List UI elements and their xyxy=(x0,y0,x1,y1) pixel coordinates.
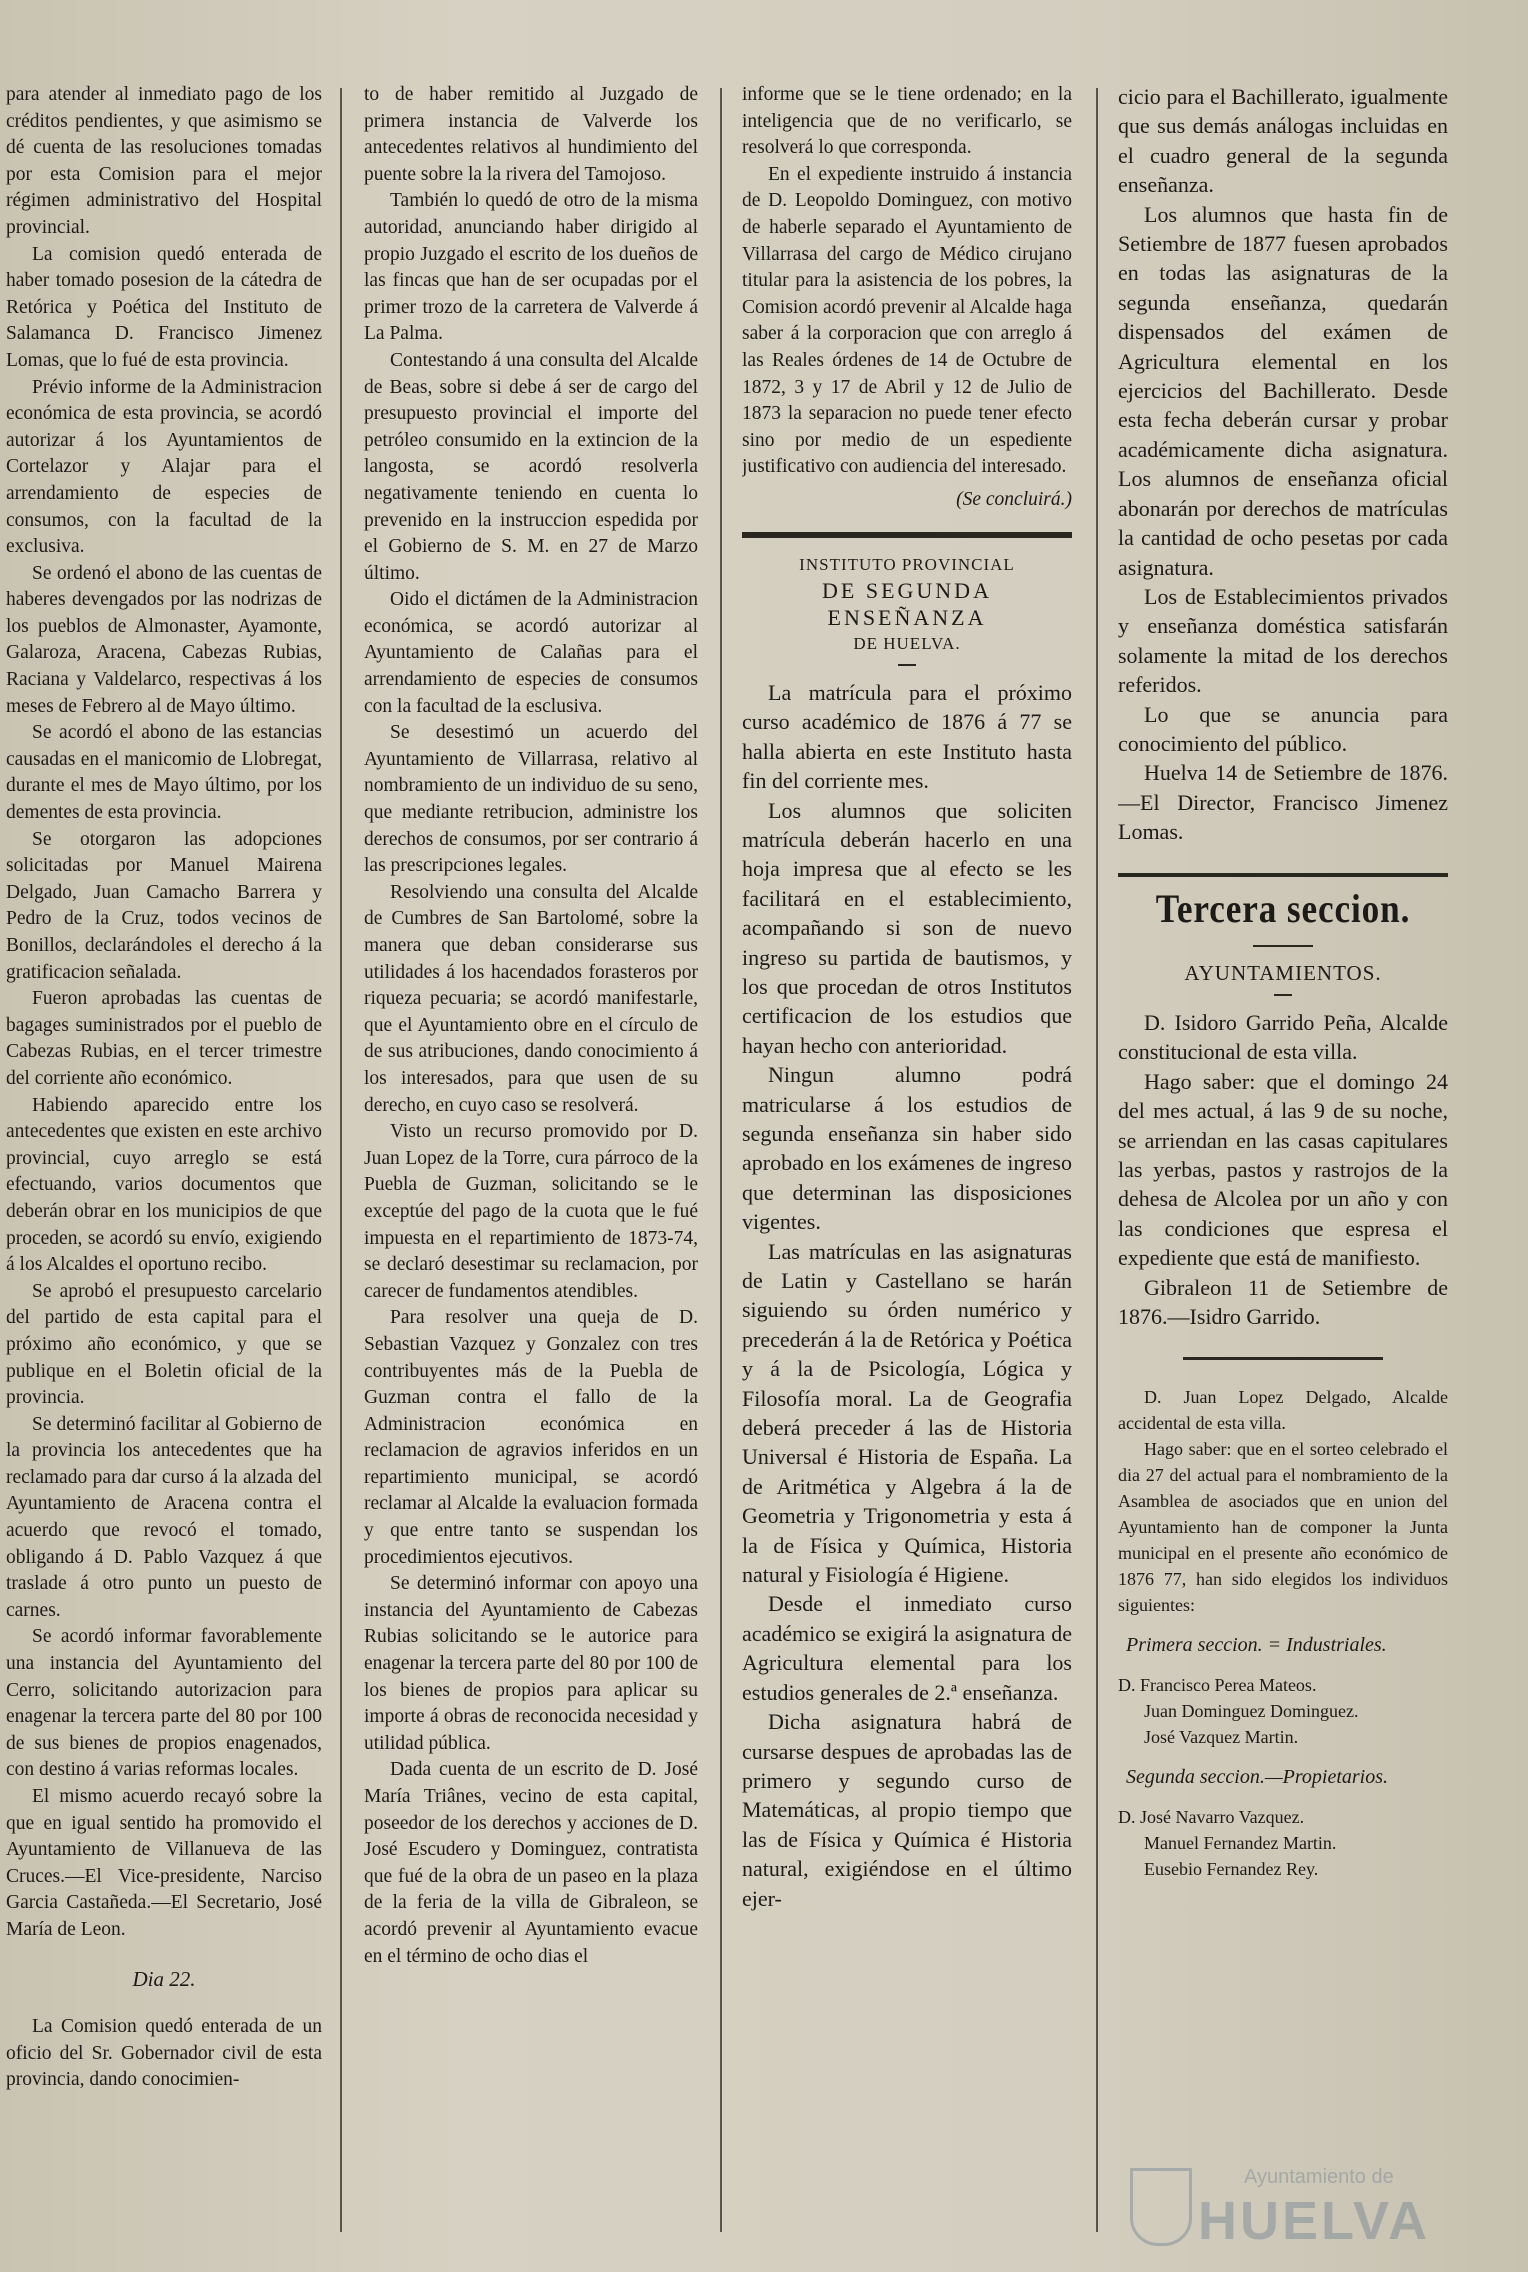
paragraph: Se acordó el abono de las estancias causadas en el manicomio de Llobregat, durante el mes de Mayo último, por los dementes de esta provincia. xyxy=(6,722,322,824)
ayuntamientos-heading: AYUNTAMIENTOS. xyxy=(1184,960,1382,985)
name-entry: José Vazquez Martin. xyxy=(1144,1727,1299,1748)
section-subtitle: Segunda seccion.—Propietarios. xyxy=(1126,1766,1389,1789)
paragraph: Se determinó informar con apoyo una instancia del Ayuntamiento de Cabezas Rubias solicitando se le autorice para enagenar la tercera parte del 80 por 100 de los bienes de propios para aplicar su importe á obras de reconocida necesidad y utilidad pública. xyxy=(364,1573,698,1754)
shield-icon xyxy=(1130,2168,1192,2246)
watermark-text: HUELVA xyxy=(1198,2191,1430,2251)
divider xyxy=(1253,945,1313,947)
paragraph: Los alumnos que soliciten matrícula deberán hacerlo en una hoja impresa que al efecto se les facilitará en el establecimiento, acompañando si son de nuevo ingreso su partida de bautismos, y los que procedan de otros Institutos certificacion de los estudios que hayan hecho con anterioridad. xyxy=(742,797,1072,1058)
paragraph: to de haber remitido al Juzgado de primera instancia de Valverde los antecedentes relativos al hundimiento del puente sobre la la rivera del Tamojoso. xyxy=(364,84,698,185)
paragraph: También lo quedó de otro de la misma autoridad, anunciando haber dirigido al propio Juzgado el escrito de los dueños de las fincas que han de ser ocupadas por el primer trozo de la carretera de Valverde á La Palma. xyxy=(364,190,698,345)
name-entry: D. Francisco Perea Mateos. xyxy=(1118,1675,1317,1696)
paragraph: Los de Establecimientos privados y enseñanza doméstica satisfarán solamente la mitad de los derechos referidos. xyxy=(1118,583,1448,698)
section-rule xyxy=(742,532,1072,538)
paragraph: Dada cuenta de un escrito de D. José María Triânes, vecino de esta capital, poseedor de los derechos y acciones de D. José Escudero y Dominguez, contratista que fué de la obra de un paseo en la plaza de la feria de la villa de Gibraleon, se acordó prevenir al Ayuntamiento evacue en el término de ocho dias el xyxy=(364,1759,698,1967)
name-entry: Juan Dominguez Dominguez. xyxy=(1144,1701,1359,1722)
paragraph: Lo que se anuncia para conocimiento del público. xyxy=(1118,701,1448,756)
column-divider xyxy=(1096,88,1098,2232)
paragraph: Se aprobó el presupuesto carcelario del partido de esta capital para el próximo año económico, y que se publique en el Boletin oficial de la provincia. xyxy=(6,1280,322,1409)
paragraph: D. Isidoro Garrido Peña, Alcalde constitucional de esta villa. xyxy=(1118,1009,1448,1065)
name-entry: Eusebio Fernandez Rey. xyxy=(1144,1859,1319,1880)
paragraph: La Comision quedó enterada de un oficio del Sr. Gobernador civil de esta provincia, dando conocimien- xyxy=(6,2016,322,2091)
paragraph: Dicha asignatura habrá de cursarse despues de aprobadas las de primero y segundo curso de Matemáticas, al propio tiempo que las de Física y Química é Historia natural, exigiéndose en el último ejer- xyxy=(742,1709,1072,1911)
paragraph: informe que se le tiene ordenado; en la inteligencia que de no verificarlo, se resolverá lo que corresponda. xyxy=(742,84,1072,159)
paragraph: Hago saber: que en el sorteo celebrado el dia 27 del actual para el nombramiento de la Asamblea de asociados que en union del Ayuntamiento han de componer la Junta municipal en el presente año económico de 1876 77, han sido elegidos los individuos siguientes: xyxy=(1118,1439,1448,1616)
column-divider xyxy=(720,88,722,2232)
paragraph: Fueron aprobadas las cuentas de bagages suministrados por el pueblo de Cabezas Rubias, en el tercer trimestre del corriente año económico. xyxy=(6,988,322,1089)
paragraph: La comision quedó enterada de haber tomado posesion de la cátedra de Retórica y Poética del Instituto de Salamanca D. Francisco Jimenez Lomas, que lo fué de esta provincia. xyxy=(6,243,322,371)
paragraph: D. Juan Lopez Delgado, Alcalde accidental de esta villa. xyxy=(1118,1387,1448,1434)
column-1 xyxy=(6,82,322,2232)
watermark-stamp xyxy=(1124,2160,1430,2251)
column-divider xyxy=(340,88,342,2232)
paragraph: Desde el inmediato curso académico se exigirá la asignatura de Agricultura elemental para los estudios generales de 2.ª enseñanza. xyxy=(742,1591,1072,1705)
paragraph: Se ordenó el abono de las cuentas de haberes devengados por las nodrizas de los pueblos de Almonaster, Ayamonte, Galaroza, Aracena, Cabezas Rubias, Raciana y Valdelarco, respectivas á los meses de Febrero al de Mayo último. xyxy=(6,562,322,717)
institute-heading: INSTITUTO PROVINCIAL xyxy=(799,554,1015,574)
paragraph: cicio para el Bachillerato, igualmente que sus demás análogas incluidas en el cuadro general de la segunda enseñanza. xyxy=(1118,84,1448,198)
paragraph: Se determinó facilitar al Gobierno de la provincia los antecedentes que ha reclamado para dar curso á la alzada del Ayuntamiento de Aracena contra el acuerdo que revocó el tomado, obligando á D. Pablo Vazquez á que traslade á otro punto un puesto de carnes. xyxy=(6,1413,322,1621)
section-subtitle: Primera seccion. = Industriales. xyxy=(1126,1634,1387,1657)
paragraph: Para resolver una queja de D. Sebastian Vazquez y Gonzalez con tres contribuyentes más de la Puebla de Guzman contra el fallo de la Administracion económica en reclamacion de agravios inferidos en un repartimiento municipal, se acordó reclamar al Alcalde la evaluacion formada y que entre tanto se suspendan los procedimientos ejecutivos. xyxy=(364,1307,698,1568)
paragraph: Resolviendo una consulta del Alcalde de Cumbres de San Bartolomé, sobre la manera que deban considerarse sus utilidades á los hacendados forasteros por riqueza pecuaria; se acordó manifestarle, que el Ayuntamiento obre en el círculo de de sus atribuciones, dando conocimiento á los interesados, para que usen de su derecho, en cuyo caso se resolverá. xyxy=(364,881,698,1116)
divider xyxy=(1183,1357,1383,1360)
paragraph: Visto un recurso promovido por D. Juan Lopez de la Torre, cura párroco de la Puebla de Guzman, solicitando se le exceptúe del pago de la cuota que le fué impuesta en el repartimiento de 1873-74, se declaró desestimar su reclamacion, por carecer de fundamentos atendibles. xyxy=(364,1121,698,1302)
paragraph: Se desestimó un acuerdo del Ayuntamiento de Villarrasa, relativo al nombramiento de un individuo de su seno, que mediante retribucion, administre los derechos de consumos, por ser contrario á las prescripciones legales. xyxy=(364,722,698,877)
column-4 xyxy=(1118,82,1448,2232)
paragraph: para atender al inmediato pago de los créditos pendientes, y que asimismo se dé cuenta de las resoluciones tomadas por esta Comision para el mejor régimen administrativo del Hospital provincial. xyxy=(6,84,322,238)
section-title: Tercera seccion. xyxy=(1155,885,1411,931)
divider xyxy=(1274,994,1292,996)
institute-heading: DE SEGUNDA ENSEÑANZA xyxy=(822,578,992,630)
paragraph: El mismo acuerdo recayó sobre la que en igual sentido ha promovido el Ayuntamiento de Villanueva de las Cruces.—El Vice-presidente, Narciso Garcia Castañeda.—El Secretario, José María de Leon. xyxy=(6,1786,322,1940)
section-rule xyxy=(1118,873,1448,877)
column-2 xyxy=(364,82,698,2232)
paragraph: Hago saber: que el domingo 24 del mes actual, á las 9 de su noche, se arriendan en las casas capitulares las yerbas, pastos y rastrojos de la dehesa de Alcolea por un año y con las condiciones que espresa el expediente que está de manifiesto. xyxy=(1118,1068,1448,1271)
name-entry: Manuel Fernandez Martin. xyxy=(1144,1833,1337,1854)
divider xyxy=(898,664,916,666)
watermark-text: Ayuntamiento de xyxy=(1244,2166,1394,2188)
paragraph: La matrícula para el próximo curso académico de 1876 á 77 se halla abierta en este Instituto hasta fin del corriente mes. xyxy=(742,679,1072,794)
institute-heading: DE HUELVA. xyxy=(853,634,961,654)
name-entry: D. José Navarro Vazquez. xyxy=(1118,1807,1305,1828)
column-3 xyxy=(742,82,1072,2232)
paragraph: Se otorgaron las adopciones solicitadas por Manuel Mairena Delgado, Juan Camacho Barrera y Pedro de la Cruz, todos vecinos de Bonillos, declarándoles el derecho á la gratificacion señalada. xyxy=(6,828,322,983)
paragraph: Ningun alumno podrá matricularse á los estudios de segunda enseñanza sin haber sido aprobado en los exámenes de ingreso que determinan las disposiciones vigentes. xyxy=(742,1062,1072,1235)
paragraph: Se acordó informar favorablemente una instancia del Ayuntamiento del Cerro, solicitando autorizacion para enagenar la tercera parte del 80 por 100 de sus bienes de propios enagenados, con destino á varias reformas locales. xyxy=(6,1626,322,1781)
paragraph: Las matrículas en las asignaturas de Latin y Castellano se harán siguiendo su órden numérico y precederán á la de Retórica y Poética y á la de Psicología, Lógica y Filosofía moral. La de Geografia deberá preceder á las de Historia Universal é Historia de España. La de Aritmética y Algebra á la de Geometria y Trigonometria y esta á la de Física y Química, Historia natural y Fisiología é Higiene. xyxy=(742,1238,1072,1588)
paragraph: Huelva 14 de Setiembre de 1876.—El Director, Francisco Jimenez Lomas. xyxy=(1118,760,1448,845)
paragraph: Habiendo aparecido entre los antecedentes que existen en este archivo provincial, cuyo arreglo se está efectuando, varios documentos que deberán obrar en los municipios de que proceden, se acordó su envío, exigiendo á los Alcaldes el oportuno recibo. xyxy=(6,1094,322,1276)
paragraph: Oido el dictámen de la Administracion económica, se acordó autorizar al Ayuntamiento de Calañas para el arrendamiento de especies de consumos con la facultad de la esclusiva. xyxy=(364,589,698,717)
paragraph: Los alumnos que hasta fin de Setiembre de 1877 fuesen aprobados en todas las asignaturas de la segunda enseñanza, quedarán dispensados del exámen de Agricultura elemental en los ejercicios del Bachillerato. Desde esta fecha deberán cursar y probar académicamente dicha asignatura. Los alumnos de enseñanza oficial abonarán por derechos de matrículas la cantidad de ocho pesetas por cada asignatura. xyxy=(1118,201,1448,580)
paragraph: Prévio informe de la Administracion económica de esta provincia, se acordó autorizar á los Ayuntamientos de Cortelazor y Alajar para el arrendamiento de especies de consumos, con la facultad de la exclusiva. xyxy=(6,376,322,558)
to-be-continued: (Se concluirá.) xyxy=(956,488,1072,510)
paragraph: Gibraleon 11 de Setiembre de 1876.—Isidro Garrido. xyxy=(1118,1274,1448,1330)
day-heading: Dia 22. xyxy=(132,1966,196,1991)
paragraph: Contestando á una consulta del Alcalde de Beas, sobre si debe á ser de cargo del presupuesto provincial el importe del petróleo consumido en la extincion de la langosta, se acordó resolverla negativamente teniendo en cuenta lo prevenido en la instruccion espedida por el Gobierno de S. M. en 27 de Marzo último. xyxy=(364,349,698,584)
paragraph: En el expediente instruido á instancia de D. Leopoldo Dominguez, con motivo de haberle separado el Ayuntamiento de Villarrasa del cargo de Médico cirujano titular para la asistencia de los pobres, la Comision acordó prevenir al Alcalde haga saber á la corporacion que con arreglo á las Reales órdenes de 14 de Octubre de 1872, 3 y 17 de Abril y 12 de Julio de 1873 la separacion no puede tener efecto sino por medio de un espediente justificativo con audiencia del interesado. xyxy=(742,163,1072,478)
